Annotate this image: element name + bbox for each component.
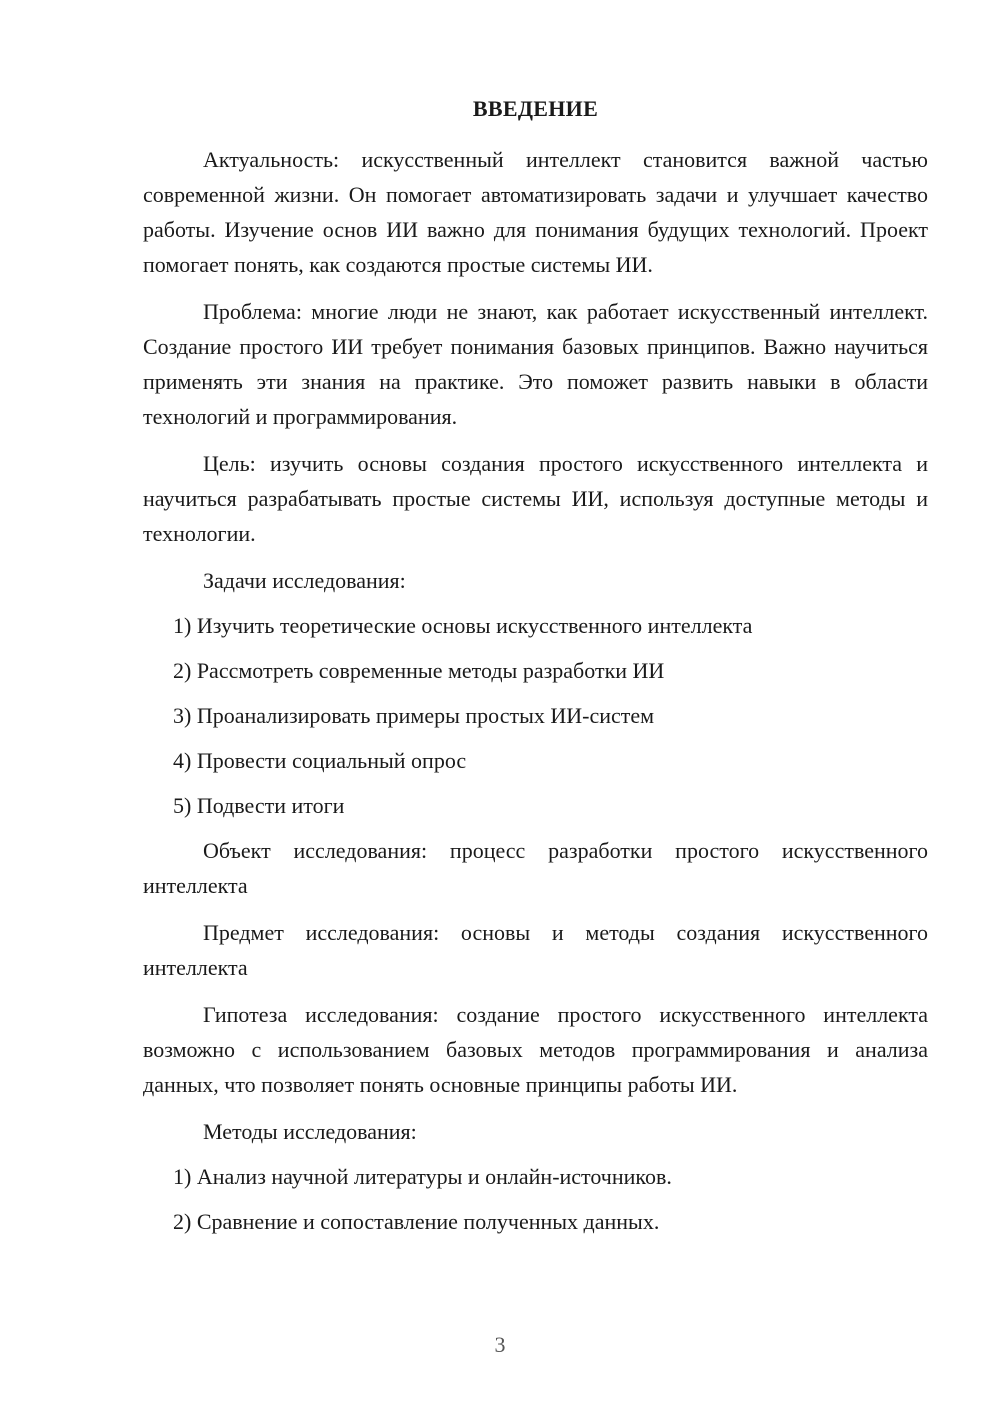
methods-title: Методы исследования: [203, 1119, 417, 1144]
body-text [143, 142, 928, 1249]
page-number: 3 [494, 1332, 506, 1357]
tasks-title: Задачи исследования: [203, 568, 406, 593]
list-item: 1) Изучить теоретические основы искусственного интеллекта [173, 613, 753, 638]
goal-paragraph: Цель: изучить основы создания простого искусственного интеллекта и научиться разрабатывать простые системы ИИ, используя доступные методы и технологии. [143, 451, 928, 546]
list-item: 3) Проанализировать примеры простых ИИ-систем [173, 703, 655, 728]
problem-paragraph: Проблема: многие люди не знают, как работает искусственный интеллект. Создание простого ИИ требует понимания базовых принципов. Важно научиться применять эти знания на практике. Это поможет развить навыки в области технологий и программирования. [143, 299, 928, 429]
subject-paragraph: Предмет исследования: основы и методы создания искусственного интеллекта [143, 920, 928, 980]
page-title: ВВЕДЕНИЕ [472, 96, 599, 121]
object-paragraph: Объект исследования: процесс разработки простого искусственного интеллекта [143, 838, 928, 898]
list-item: 5) Подвести итоги [173, 793, 345, 818]
hypothesis-paragraph: Гипотеза исследования: создание простого искусственного интеллекта возможно с использованием базовых методов программирования и анализа данных, что позволяет понять основные принципы работы ИИ. [143, 1002, 928, 1097]
list-item: 4) Провести социальный опрос [173, 748, 467, 773]
document-page [143, 0, 928, 1414]
list-item: 1) Анализ научной литературы и онлайн-источников. [173, 1164, 672, 1189]
methods-list [143, 1159, 928, 1239]
relevance-paragraph: Актуальность: искусственный интеллект становится важной частью современной жизни. Он помогает автоматизировать задачи и улучшает качество работы. Изучение основ ИИ важно для понимания будущих технологий. Проект помогает понять, как создаются простые системы ИИ. [143, 147, 928, 277]
tasks-list [143, 608, 928, 823]
list-item: 2) Сравнение и сопоставление полученных данных. [173, 1209, 660, 1234]
list-item: 2) Рассмотреть современные методы разработки ИИ [173, 658, 665, 683]
